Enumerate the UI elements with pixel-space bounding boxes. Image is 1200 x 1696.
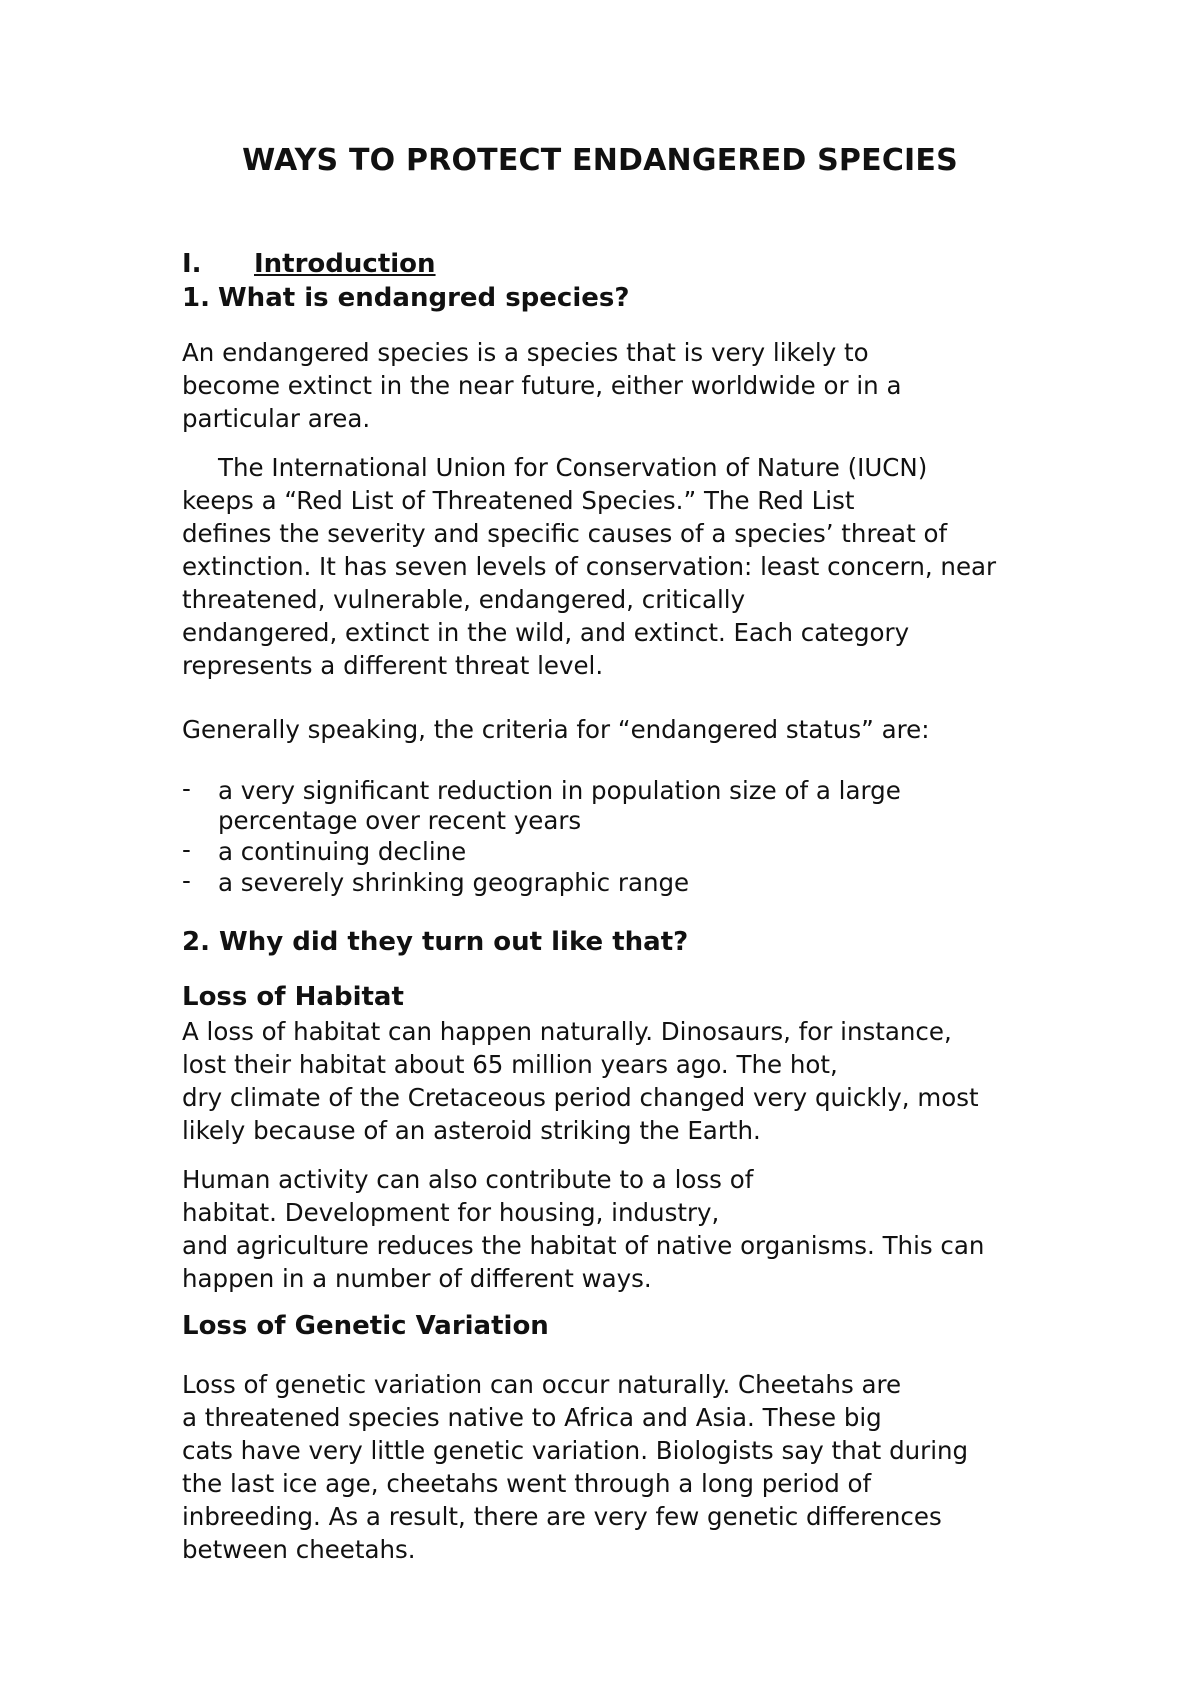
paragraph-line: and agriculture reduces the habitat of native organisms. This can: [182, 1231, 985, 1260]
paragraph-line: between cheetahs.: [182, 1535, 416, 1564]
paragraph-line: a threatened species native to Africa and Asia. These big: [182, 1403, 882, 1432]
paragraph-line: Human activity can also contribute to a loss of: [182, 1165, 754, 1194]
criteria-intro: Generally speaking, the criteria for “endangered status” are:: [182, 715, 930, 744]
paragraph-line: An endangered species is a species that is very likely to: [182, 338, 869, 367]
paragraph-line: A loss of habitat can happen naturally. Dinosaurs, for instance,: [182, 1017, 952, 1046]
paragraph-line: inbreeding. As a result, there are very few genetic differences: [182, 1502, 942, 1531]
paragraph-line: represents a different threat level.: [182, 651, 604, 680]
paragraph-line: become extinct in the near future, either worldwide or in a: [182, 371, 902, 400]
paragraph-line: particular area.: [182, 404, 371, 433]
question-number: 1.: [182, 283, 210, 313]
paragraph-line: cats have very little genetic variation. Biologists say that during: [182, 1436, 969, 1465]
section-heading: Introduction: [254, 249, 436, 279]
paragraph-line: lost their habitat about 65 million years ago. The hot,: [182, 1050, 838, 1079]
section-number: I.: [182, 249, 202, 279]
paragraph-line: habitat. Development for housing, industry,: [182, 1198, 720, 1227]
document-title: WAYS TO PROTECT ENDANGERED SPECIES: [242, 143, 958, 178]
subheading-habitat: Loss of Habitat: [182, 982, 404, 1012]
paragraph-line: extinction. It has seven levels of conservation: least concern, near: [182, 552, 997, 581]
paragraph-line: The International Union for Conservation of Nature (IUCN): [218, 453, 928, 482]
question-heading-2: 2. Why did they turn out like that?: [182, 927, 689, 957]
subheading-genetic: Loss of Genetic Variation: [182, 1311, 549, 1341]
bullet-line: a very significant reduction in population size of a large: [218, 776, 901, 805]
paragraph-line: the last ice age, cheetahs went through a long period of: [182, 1469, 872, 1498]
bullet-dash: -: [182, 835, 191, 864]
paragraph-line: defines the severity and specific causes of a species’ threat of: [182, 519, 948, 548]
paragraph-line: threatened, vulnerable, endangered, critically: [182, 585, 746, 614]
paragraph-line: likely because of an asteroid striking the Earth.: [182, 1116, 761, 1145]
bullet-dash: -: [182, 774, 191, 803]
bullet-line: a continuing decline: [218, 837, 467, 866]
bullet-dash: -: [182, 866, 191, 895]
paragraph-line: happen in a number of different ways.: [182, 1264, 652, 1293]
paragraph-line: Loss of genetic variation can occur naturally. Cheetahs are: [182, 1370, 902, 1399]
paragraph-line: dry climate of the Cretaceous period changed very quickly, most: [182, 1083, 979, 1112]
bullet-line: a severely shrinking geographic range: [218, 868, 690, 897]
question-heading: What is endangred species?: [218, 283, 630, 313]
paragraph-line: endangered, extinct in the wild, and extinct. Each category: [182, 618, 910, 647]
bullet-line: percentage over recent years: [218, 806, 582, 835]
paragraph-line: keeps a “Red List of Threatened Species.” The Red List: [182, 486, 855, 515]
